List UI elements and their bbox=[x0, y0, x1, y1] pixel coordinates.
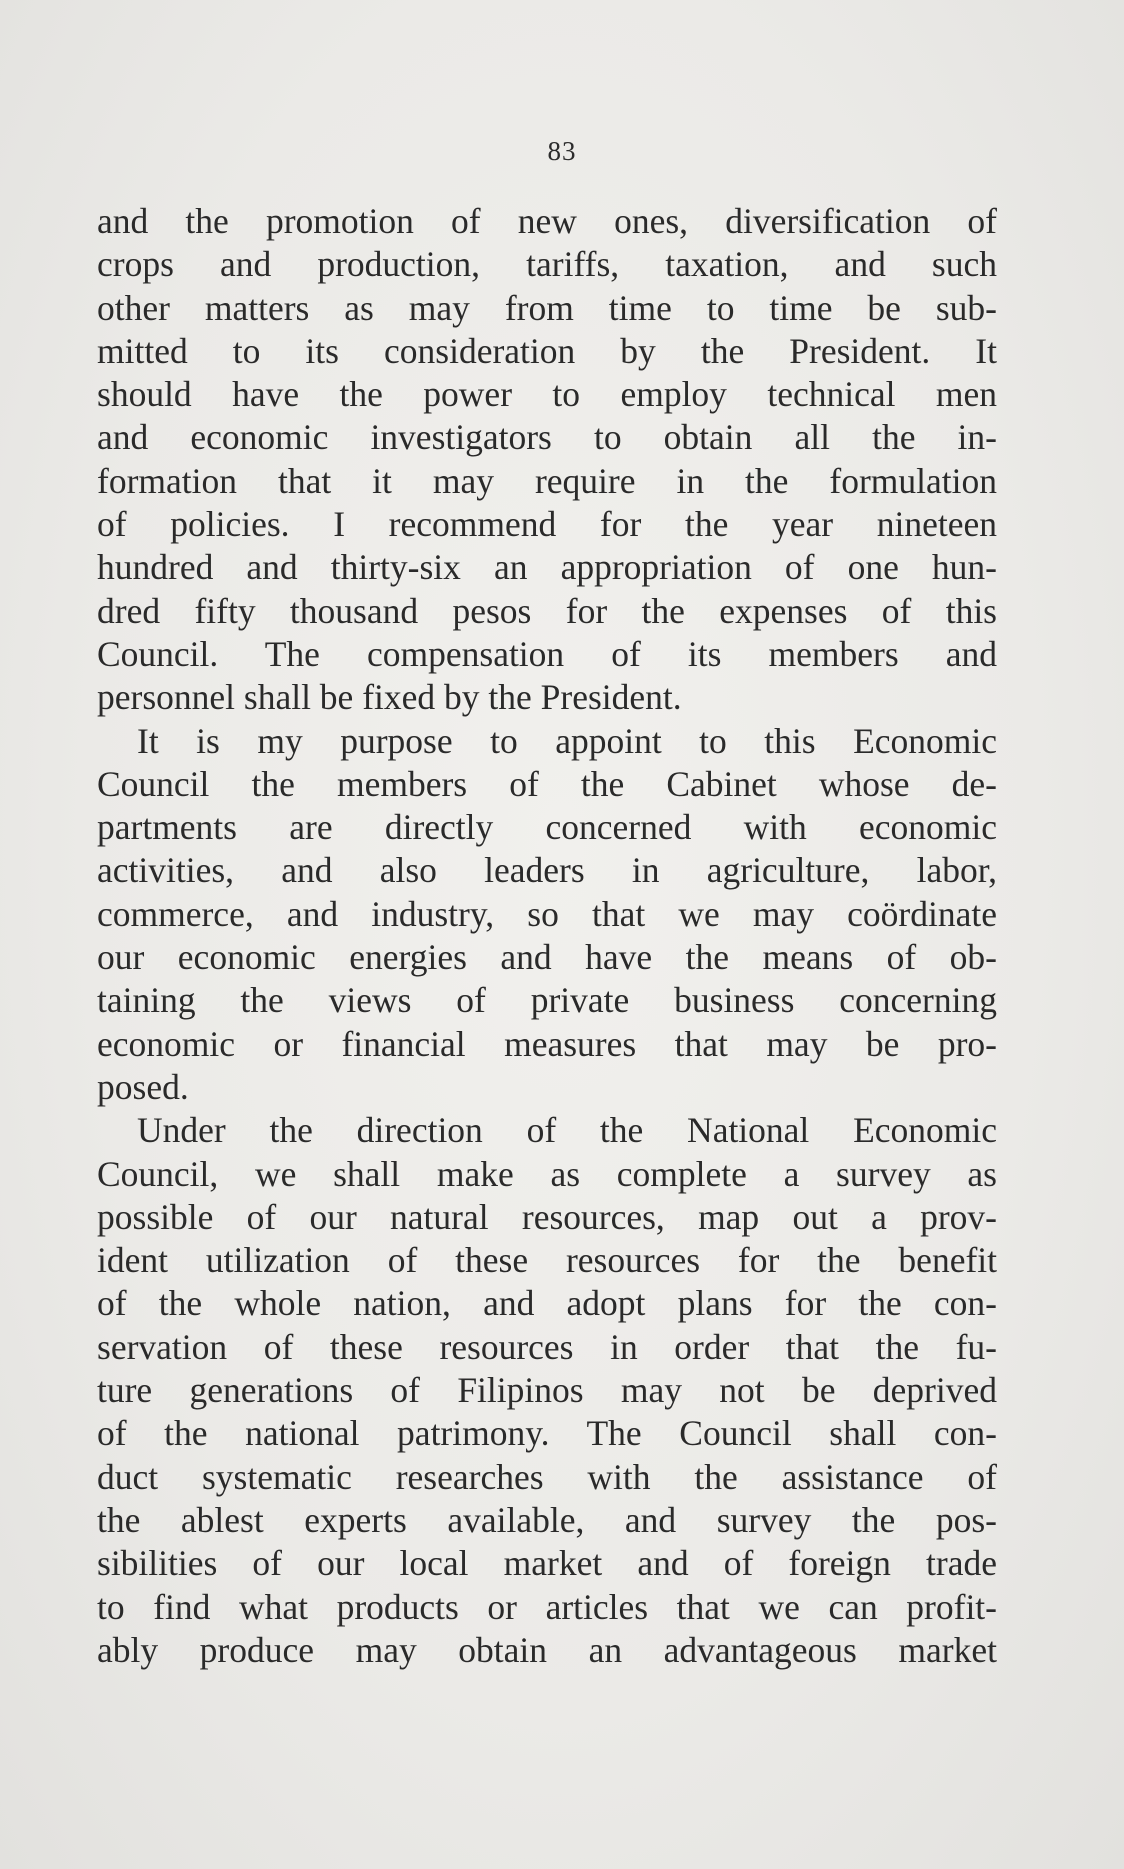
text-line: of the whole nation, and adopt plans for the con- bbox=[97, 1283, 997, 1324]
text-line: formation that it may require in the formulation bbox=[97, 460, 997, 501]
text-line: sibilities of our local market and of foreign trade bbox=[97, 1543, 997, 1584]
text-line: dred fifty thousand pesos for the expenses of this bbox=[97, 590, 997, 631]
text-line: other matters as may from time to time be sub- bbox=[97, 287, 997, 328]
text-line: the ablest experts available, and survey the pos- bbox=[97, 1499, 997, 1540]
text-line: our economic energies and have the means of ob- bbox=[97, 937, 997, 978]
text-line: of policies. I recommend for the year nineteen bbox=[97, 504, 997, 545]
text-line: personnel shall be fixed by the President. bbox=[97, 677, 682, 718]
text-line: possible of our natural resources, map out a prov- bbox=[97, 1196, 997, 1237]
text-line: hundred and thirty-six an appropriation of one hun- bbox=[97, 547, 997, 588]
text-line: activities, and also leaders in agriculture, labor, bbox=[97, 850, 997, 891]
text-line: and economic investigators to obtain all the in- bbox=[97, 417, 997, 458]
text-line: ably produce may obtain an advantageous market bbox=[97, 1629, 997, 1670]
page-number: 83 bbox=[547, 136, 577, 166]
text-line: of the national patrimony. The Council shall con- bbox=[97, 1413, 997, 1454]
text-line: duct systematic researches with the assistance of bbox=[97, 1456, 997, 1497]
text-line: to find what products or articles that we can profit- bbox=[97, 1586, 997, 1627]
text-line: It is my purpose to appoint to this Economic bbox=[137, 720, 997, 761]
text-line: economic or financial measures that may be pro- bbox=[97, 1023, 997, 1064]
text-line: should have the power to employ technical men bbox=[97, 374, 997, 415]
text-line: ture generations of Filipinos may not be deprived bbox=[97, 1370, 997, 1411]
text-line: Council. The compensation of its members and bbox=[97, 633, 997, 674]
text-line: partments are directly concerned with economic bbox=[97, 807, 997, 848]
text-line: commerce, and industry, so that we may coördinate bbox=[97, 893, 997, 934]
text-line: and the promotion of new ones, diversification of bbox=[97, 201, 997, 241]
text-line: servation of these resources in order that the fu- bbox=[97, 1326, 997, 1367]
text-line: taining the views of private business concerning bbox=[97, 980, 997, 1021]
text-line: mitted to its consideration by the President. It bbox=[97, 330, 997, 371]
text-line: ident utilization of these resources for the benefit bbox=[97, 1240, 997, 1281]
text-line: posed. bbox=[97, 1066, 189, 1107]
text-line: crops and production, tariffs, taxation, and such bbox=[97, 244, 997, 285]
text-line: Council, we shall make as complete a survey as bbox=[97, 1153, 997, 1194]
text-line: Under the direction of the National Economic bbox=[137, 1110, 997, 1151]
body-text bbox=[97, 200, 997, 1672]
text-line: Council the members of the Cabinet whose de- bbox=[97, 763, 997, 804]
